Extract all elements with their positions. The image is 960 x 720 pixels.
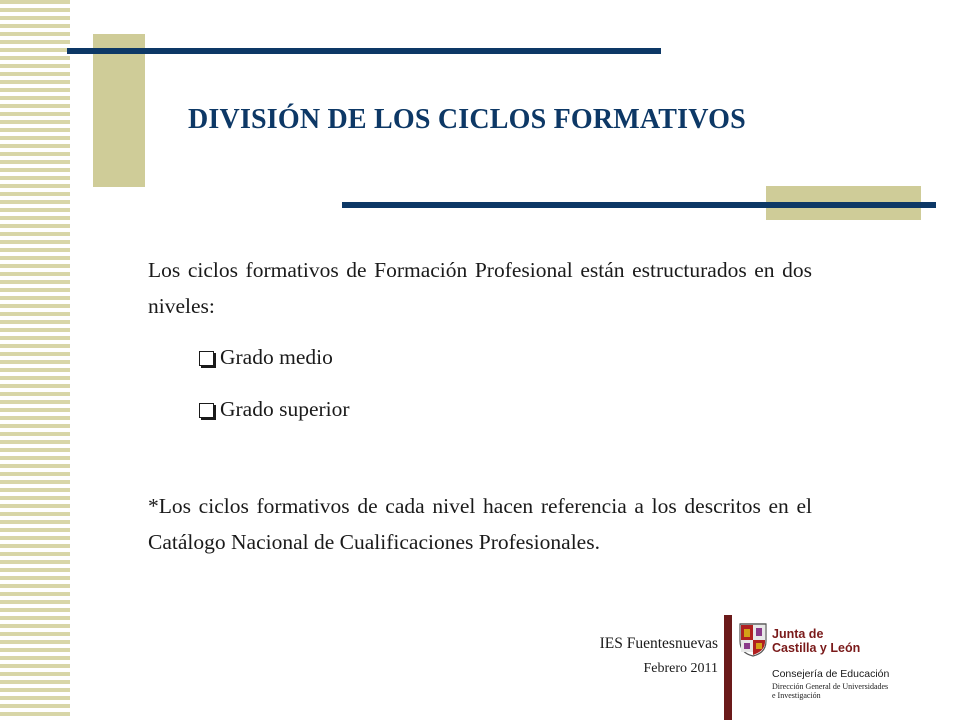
intro-paragraph: Los ciclos formativos de Formación Profesional están estructurados en dos niveles: xyxy=(148,258,812,318)
logo-name-line1: Junta de xyxy=(772,627,824,641)
directorate-name xyxy=(772,682,922,700)
logo-name xyxy=(772,627,860,655)
accent-line-top xyxy=(67,48,661,54)
level-label: Grado superior xyxy=(220,397,350,421)
checkbox-bullet-icon xyxy=(199,403,214,418)
footer-school: IES Fuentesnuevas xyxy=(599,635,718,652)
note-paragraph: *Los ciclos formativos de cada nivel hacen referencia a los descritos en el Catálogo Nacional de Cualificaciones Profesionales. xyxy=(148,494,812,554)
footer-date: Febrero 2011 xyxy=(643,661,718,676)
level-item-grado-medio xyxy=(199,342,333,372)
stripes-edge xyxy=(70,0,72,720)
slide-title: DIVISIÓN DE LOS CICLOS FORMATIVOS xyxy=(188,104,746,135)
level-label: Grado medio xyxy=(220,345,333,369)
accent-line-bottom xyxy=(342,202,936,208)
logo-name-line2: Castilla y León xyxy=(772,641,861,655)
directorate-line2: e Investigación xyxy=(772,691,821,700)
olive-block-top xyxy=(93,34,145,187)
checkbox-bullet-icon xyxy=(199,351,214,366)
logo-divider-bar xyxy=(724,615,732,720)
castilla-y-leon-crest-icon xyxy=(738,621,768,657)
level-item-grado-superior xyxy=(199,394,350,424)
department-name: Consejería de Educación xyxy=(772,668,890,680)
decorative-stripes xyxy=(0,0,70,720)
directorate-line1: Dirección General de Universidades xyxy=(772,682,889,691)
